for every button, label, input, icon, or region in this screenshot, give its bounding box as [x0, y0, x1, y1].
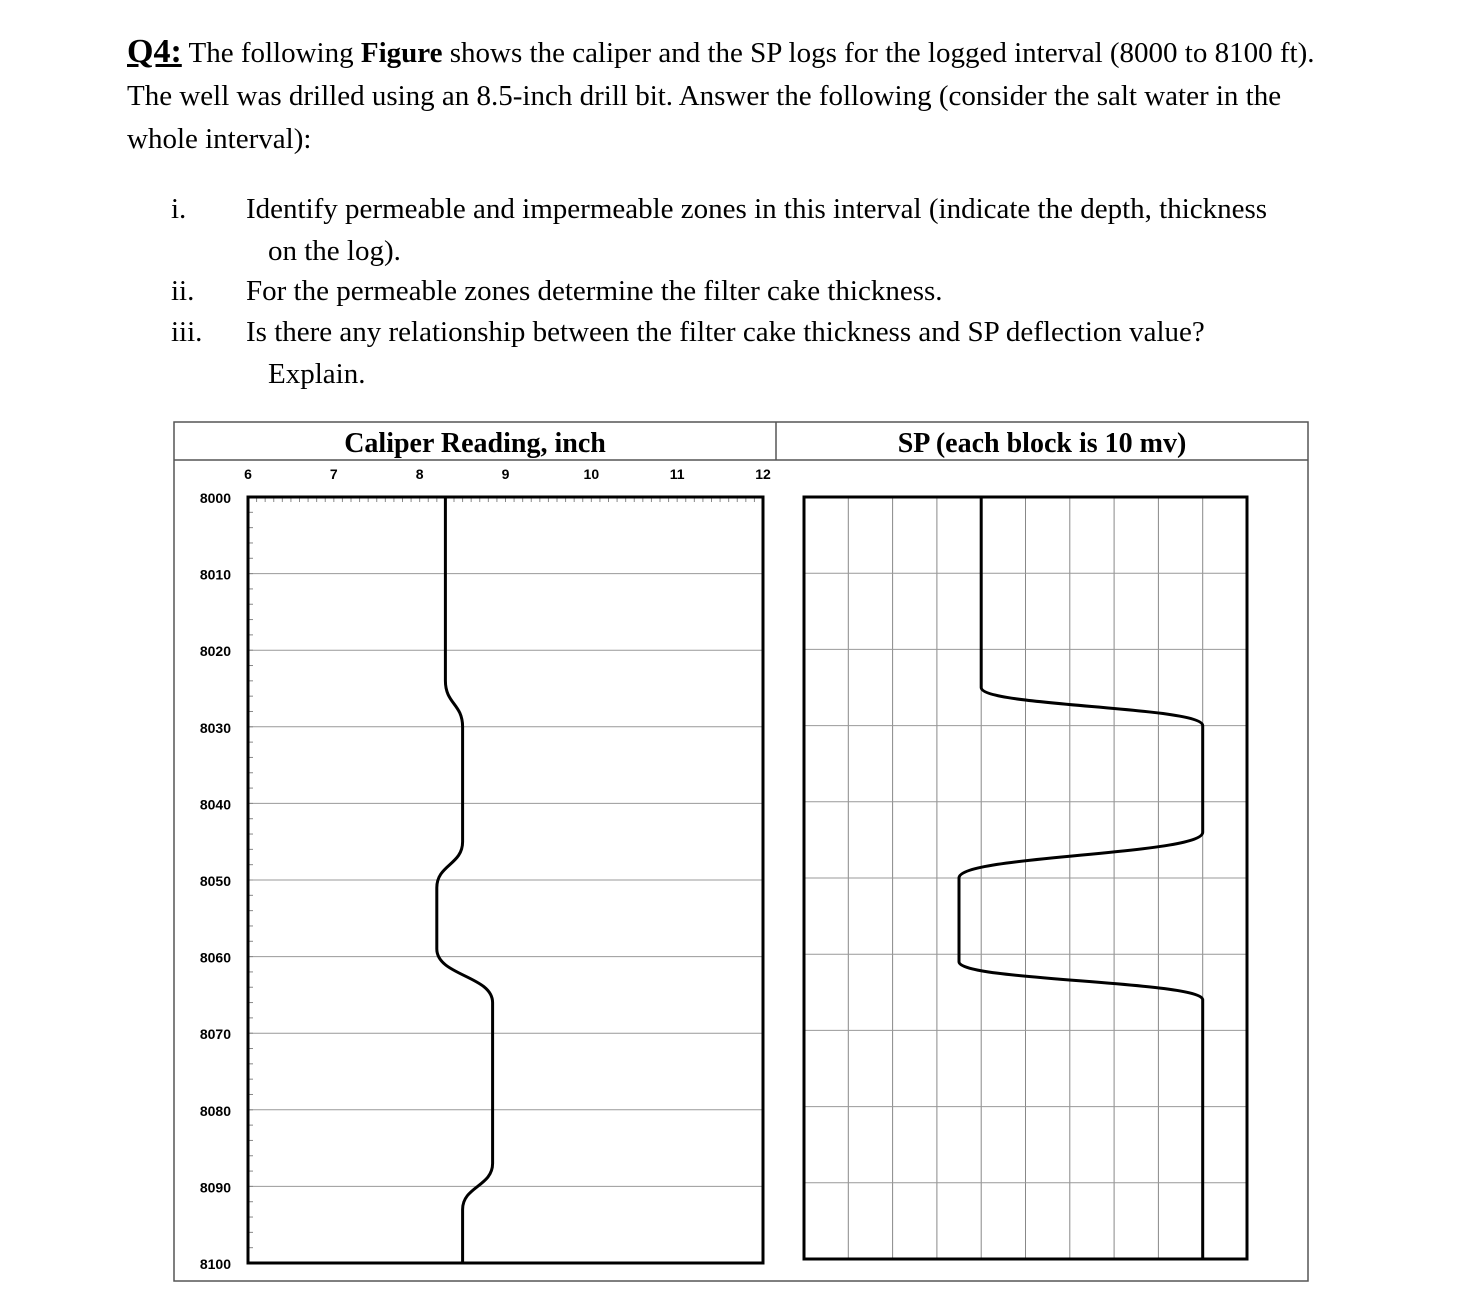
- depth-tick-label: 8100: [199, 1256, 231, 1272]
- figure-word: Figure: [360, 37, 443, 69]
- caliper-x-tick-label: 8: [415, 466, 424, 482]
- question-intro: The following: [181, 37, 361, 69]
- depth-tick-label: 8080: [199, 1102, 231, 1119]
- question-label: Q4:: [127, 33, 182, 70]
- depth-tick-label: 8060: [199, 949, 231, 966]
- caliper-x-tick-label: 7: [329, 466, 338, 482]
- sp-title: SP (each block is 10 mv): [897, 428, 1187, 459]
- item-text: Identify permeable and impermeable zones in this interval (indicate the depth, thickness: [246, 193, 1268, 225]
- caliper-title: Caliper Reading, inch: [344, 428, 606, 459]
- caliper-x-tick-labels: [244, 466, 771, 482]
- item-number: ii.: [171, 275, 195, 307]
- caliper-x-tick-label: 6: [244, 466, 252, 482]
- figure-frame: [174, 422, 1308, 1281]
- depth-tick-labels: [200, 490, 231, 1272]
- depth-tick-label: 8090: [199, 1179, 231, 1196]
- depth-tick-label: 8010: [199, 566, 231, 583]
- caliper-x-tick-label: 12: [755, 466, 771, 482]
- item-text: For the permeable zones determine the filter cake thickness.: [246, 275, 943, 307]
- item-number: i.: [171, 193, 187, 225]
- depth-tick-label: 8020: [199, 643, 231, 660]
- question-body: shows the caliper and the SP logs for the logged interval (8000 to 8100 ft). The well was drilled using an 8.5-inch drill bit. Answer the following (consider the salt water in the whole interval):: [127, 37, 1315, 155]
- depth-tick-label: 8030: [199, 719, 231, 736]
- caliper-x-tick-label: 11: [669, 466, 685, 482]
- caliper-grid: [248, 497, 763, 1263]
- item-text-continued: Explain.: [268, 358, 366, 390]
- caliper-x-tick-label: 9: [501, 466, 510, 482]
- item-number: iii.: [171, 316, 203, 348]
- item-text: Is there any relationship between the filter cake thickness and SP deflection value?: [246, 316, 1205, 348]
- depth-tick-label: 8050: [199, 873, 231, 889]
- caliper-x-tick-label: 10: [583, 466, 600, 482]
- depth-tick-label: 8070: [199, 1026, 231, 1043]
- sp-grid: [804, 497, 1247, 1259]
- depth-tick-label: 8040: [199, 796, 231, 813]
- item-text-continued: on the log).: [268, 235, 401, 267]
- depth-tick-label: 8000: [199, 490, 231, 506]
